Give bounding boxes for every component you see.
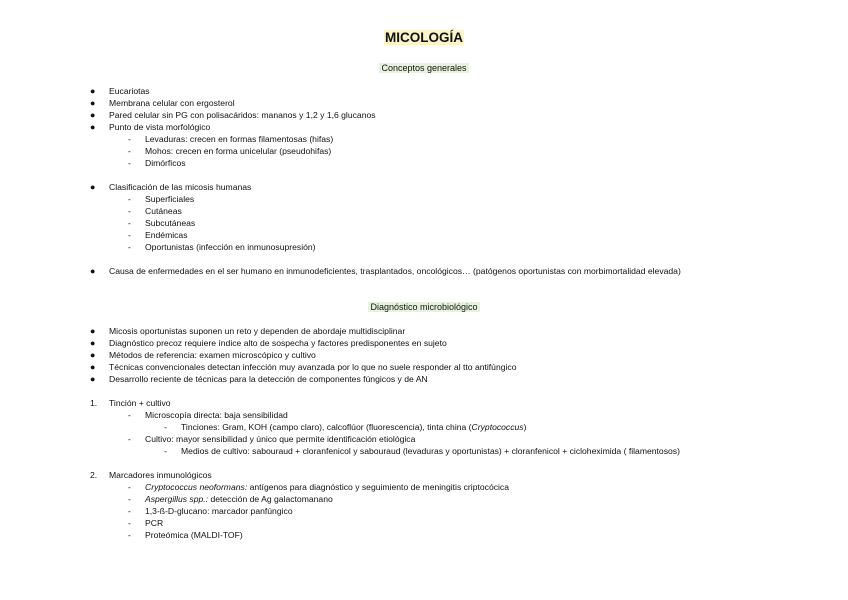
dash-icon: - [128, 410, 131, 420]
list-item: Pared celular sin PG con polisacáridos: mananos y 1,2 y 1,6 glucanos [109, 110, 376, 120]
dash-icon: - [128, 218, 131, 228]
dash-icon: - [128, 134, 131, 144]
dash-icon: - [128, 506, 131, 516]
sub-list-item: Dimórficos [145, 158, 186, 168]
list-item: Técnicas convencionales detectan infección muy avanzada por lo que no suele responder al tto antifúngico [109, 362, 517, 372]
bullet-icon: ● [90, 110, 96, 120]
list-item: Métodos de referencia: examen microscópico y cultivo [109, 350, 316, 360]
dash-icon: - [128, 482, 131, 492]
dash-icon: - [128, 494, 131, 504]
list-item: Causa de enfermedades en el ser humano en inmunodeficientes, trasplantados, oncológicos… (patógenos oportunistas con morbimortalidad elevada) [109, 266, 681, 276]
dash-icon: - [128, 242, 131, 252]
bullet-icon: ● [90, 266, 96, 276]
section-heading-conceptos: Conceptos generales [381, 63, 467, 73]
list-item: Eucariotas [109, 86, 150, 96]
sub-list-item: 1,3-ß-D-glucano: marcador panfúngico [145, 506, 293, 516]
dash-icon: - [128, 146, 131, 156]
sub-list-item: Proteómica (MALDI-TOF) [145, 530, 243, 540]
dash-icon: - [128, 158, 131, 168]
list-item: Desarrollo reciente de técnicas para la detección de componentes fúngicos y de AN [109, 374, 428, 384]
list-item: Membrana celular con ergosterol [109, 98, 235, 108]
list-item: Clasificación de las micosis humanas [109, 182, 252, 192]
sub-list-item: Microscopía directa: baja sensibilidad [145, 410, 288, 420]
dash-icon: - [164, 422, 167, 432]
dash-icon: - [128, 434, 131, 444]
sub-list-item: Cultivo: mayor sensibilidad y único que permite identificación etiológica [145, 434, 416, 444]
list-item: Micosis oportunistas suponen un reto y dependen de abordaje multidisciplinar [109, 326, 406, 336]
sub-sub-list-item: Medios de cultivo: sabouraud + cloranfenicol y sabouraud (levaduras y oportunistas) + cloranfenicol + cicloheximida ( filamentosos) [181, 446, 680, 456]
bullet-icon: ● [90, 338, 96, 348]
sub-list-item: Aspergillus spp.: detección de Ag galactomanano [145, 494, 333, 504]
sub-list-item: Superficiales [145, 194, 195, 204]
dash-icon: - [128, 194, 131, 204]
sub-list-item: Endémicas [145, 230, 188, 240]
bullet-icon: ● [90, 182, 96, 192]
bullet-icon: ● [90, 98, 96, 108]
dash-icon: - [128, 518, 131, 528]
list-item: Punto de vista morfológico [109, 122, 211, 132]
numbered-item-label: Tinción + cultivo [109, 398, 171, 408]
sub-list-item: PCR [145, 518, 164, 528]
dash-icon: - [128, 530, 131, 540]
bullet-icon: ● [90, 350, 96, 360]
bullet-icon: ● [90, 326, 96, 336]
dash-icon: - [128, 206, 131, 216]
sub-list-item: Levaduras: crecen en formas filamentosas (hifas) [145, 134, 334, 144]
section-heading-diagnostico: Diagnóstico microbiológico [370, 302, 478, 312]
bullet-icon: ● [90, 374, 96, 384]
list-number: 2. [90, 470, 98, 480]
bullet-icon: ● [90, 122, 96, 132]
sub-sub-list-item: Tinciones: Gram, KOH (campo claro), calcoflúor (fluorescencia), tinta china (Cryptococcus) [181, 422, 527, 432]
sub-list-item: Mohos: crecen en forma unicelular (pseudohifas) [145, 146, 332, 156]
sub-list-item: Cutáneas [145, 206, 182, 216]
sub-list-item: Subcutáneas [145, 218, 196, 228]
list-item: Diagnóstico precoz requiere índice alto de sospecha y factores predisponentes en sujeto [109, 338, 447, 348]
sub-list-item: Cryptococcus neoformans: antígenos para diagnóstico y seguimiento de meningitis criptocócica [145, 482, 510, 492]
sub-list-item: Oportunistas (infección en inmunosupresión) [145, 242, 316, 252]
list-number: 1. [90, 398, 98, 408]
numbered-item-label: Marcadores inmunológicos [109, 470, 212, 480]
document-title: MICOLOGÍA [385, 30, 463, 45]
dash-icon: - [164, 446, 167, 456]
bullet-icon: ● [90, 86, 96, 96]
bullet-icon: ● [90, 362, 96, 372]
dash-icon: - [128, 230, 131, 240]
